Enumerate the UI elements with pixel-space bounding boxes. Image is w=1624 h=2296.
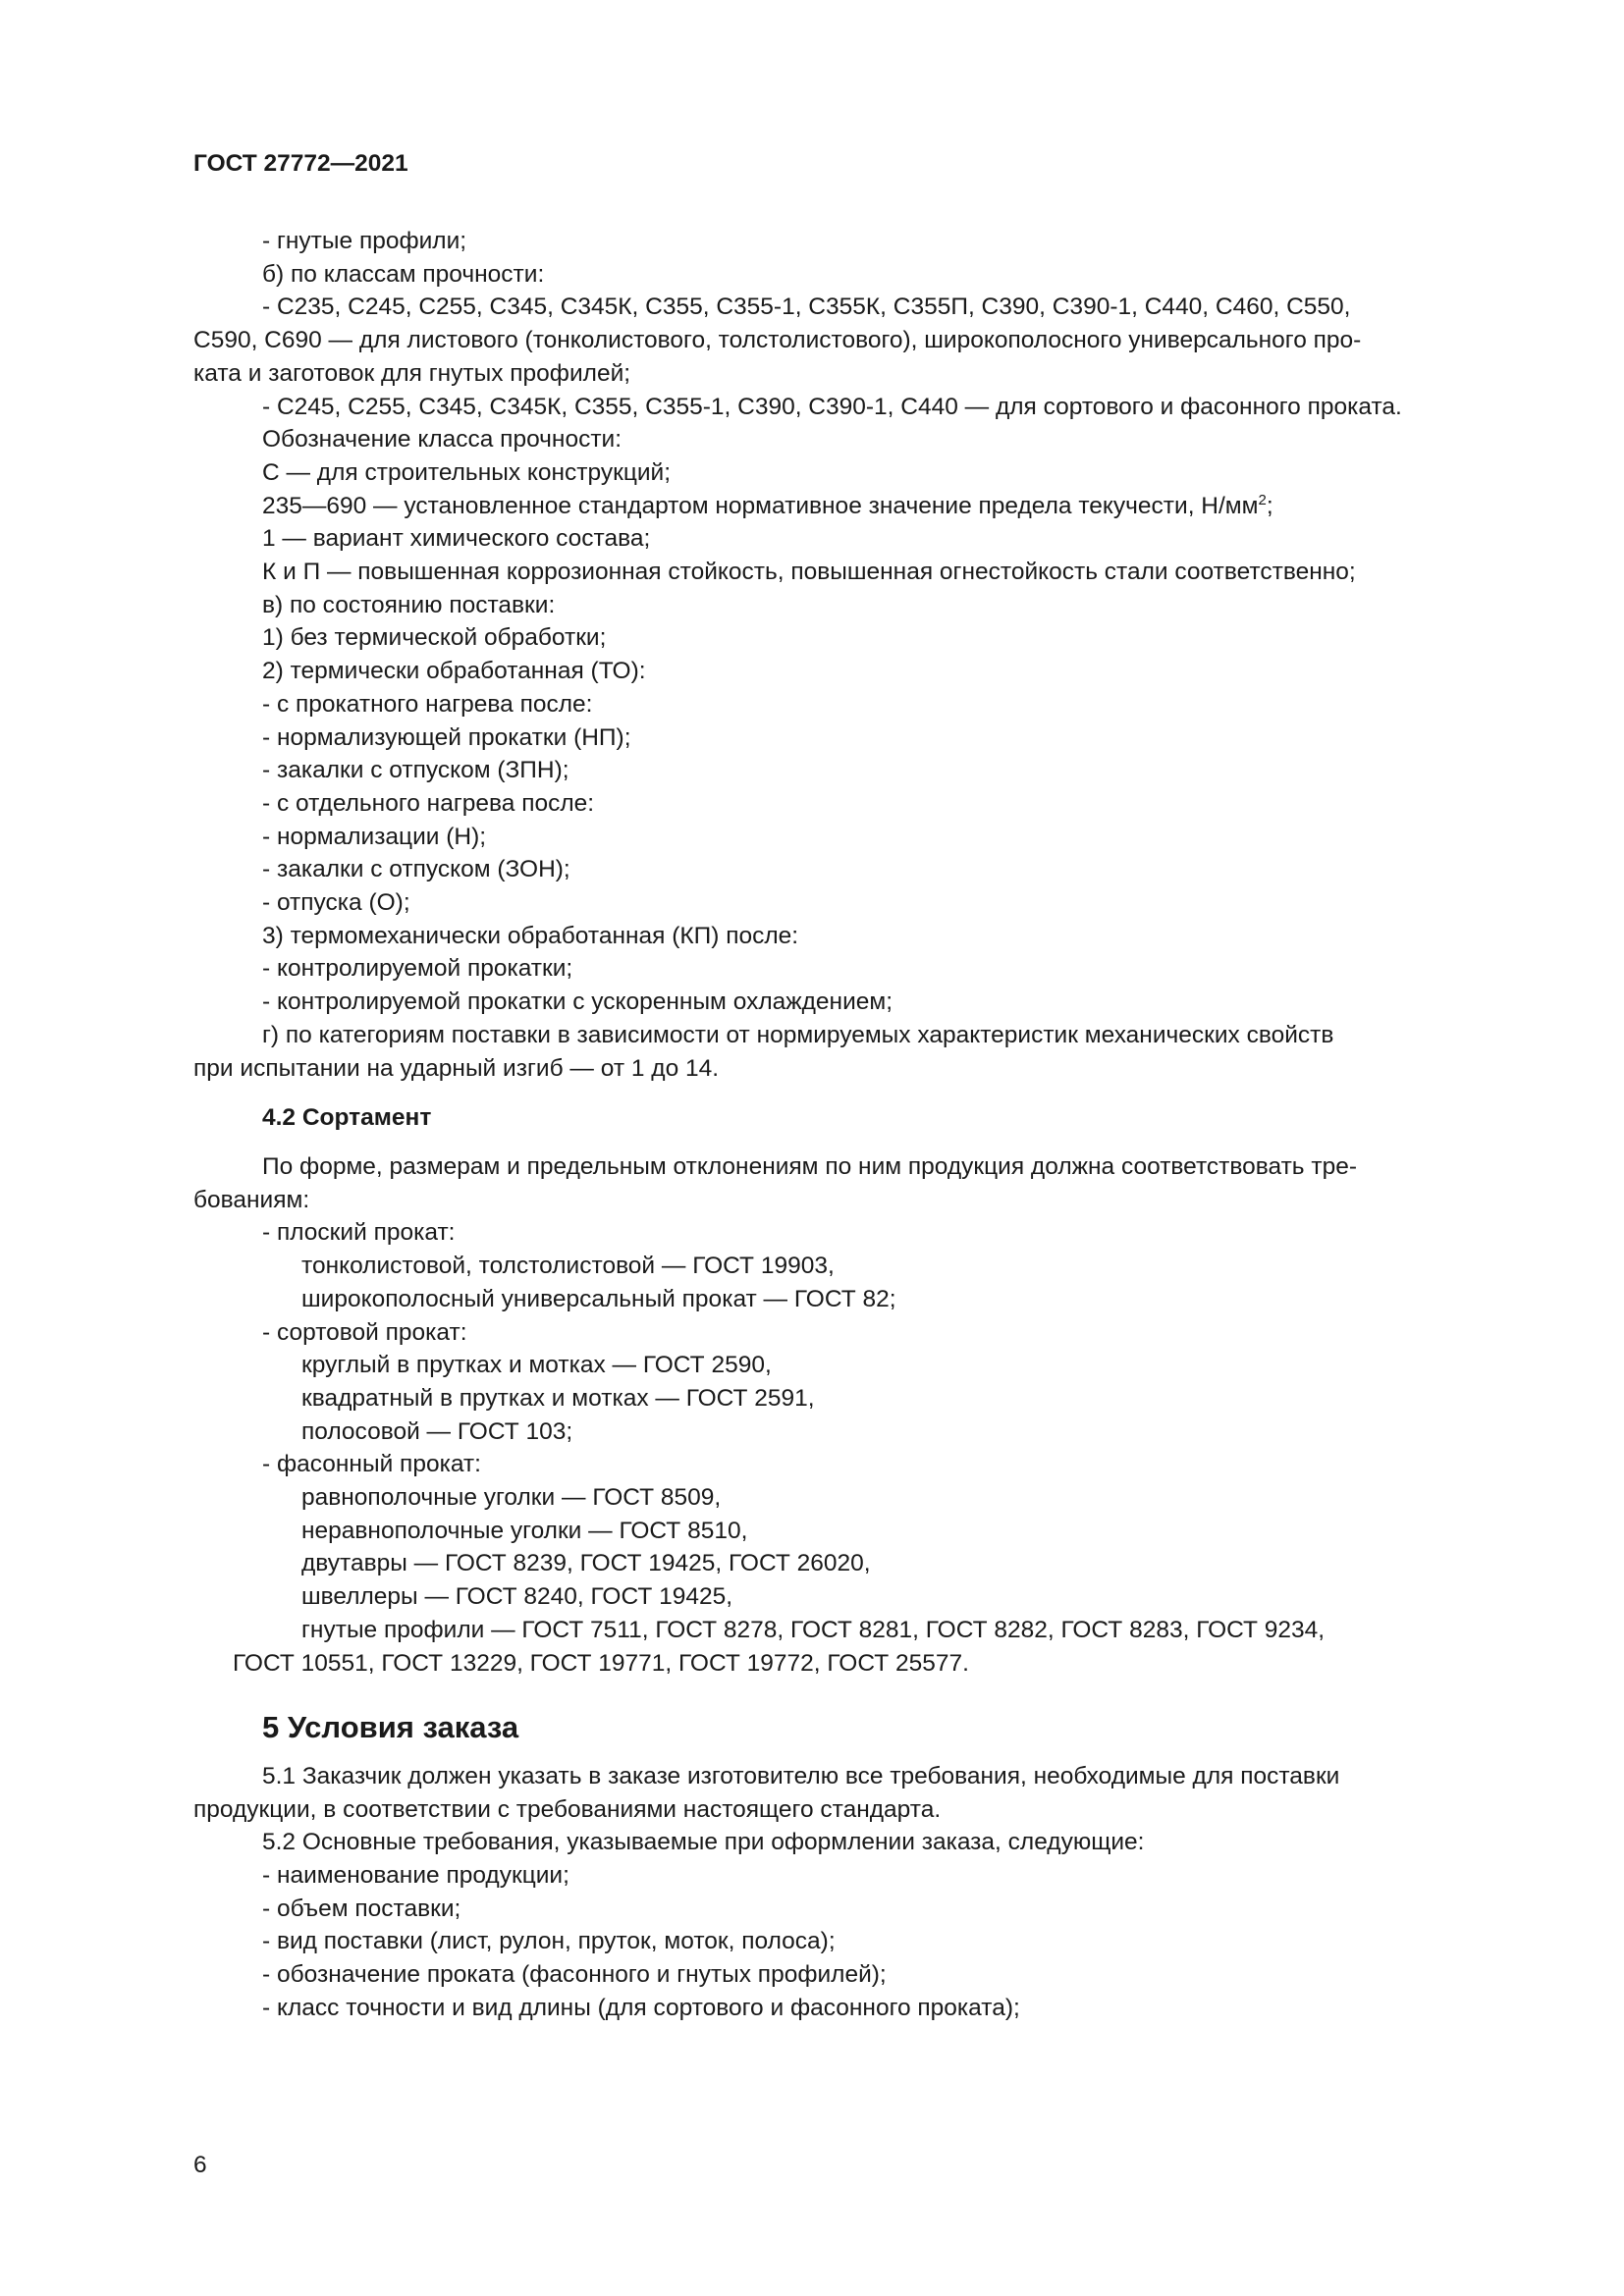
list-item: - с отдельного нагрева после: bbox=[262, 789, 595, 817]
paragraph-line: 5.2 Основные требования, указываемые при оформлении заказа, следующие: bbox=[262, 1829, 1145, 1856]
list-subitem: широкополосный универсальный прокат — ГОСТ 82; bbox=[301, 1285, 896, 1312]
list-item-continued: ката и заготовок для гнутых профилей; bbox=[193, 359, 631, 387]
list-item: 1) без термической обработки; bbox=[262, 624, 607, 652]
list-item: - контролируемой прокатки; bbox=[262, 955, 573, 983]
section-5-heading: 5 Условия заказа bbox=[262, 1710, 519, 1745]
list-item: - нормализующей прокатки (НП); bbox=[262, 723, 631, 751]
list-item-continued: С590, С690 — для листового (тонколистового, толстолистового), широкополосного универсального про- bbox=[193, 327, 1362, 354]
list-subitem-continued: ГОСТ 10551, ГОСТ 13229, ГОСТ 19771, ГОСТ 19772, ГОСТ 25577. bbox=[233, 1649, 969, 1677]
list-item: - наименование продукции; bbox=[262, 1862, 569, 1890]
paragraph-line: бованиям: bbox=[193, 1186, 310, 1213]
list-item: - объем поставки; bbox=[262, 1895, 461, 1922]
document-code: ГОСТ 27772—2021 bbox=[193, 150, 408, 177]
list-item: - плоский прокат: bbox=[262, 1219, 456, 1247]
designation-title: Обозначение класса прочности: bbox=[262, 426, 623, 454]
list-subitem: равнополочные уголки — ГОСТ 8509, bbox=[301, 1484, 722, 1512]
list-subitem: неравнополочные уголки — ГОСТ 8510, bbox=[301, 1517, 748, 1544]
designation-range-end: ; bbox=[1266, 492, 1273, 519]
list-item: - отпуска (О); bbox=[262, 889, 410, 917]
list-title: б) по классам прочности: bbox=[262, 260, 545, 288]
designation-item: 1 — вариант химического состава; bbox=[262, 525, 651, 553]
page-number: 6 bbox=[193, 2152, 207, 2178]
list-item-continued: при испытании на ударный изгиб — от 1 до 14. bbox=[193, 1054, 720, 1082]
list-subitem: тонколистовой, толстолистовой — ГОСТ 19903, bbox=[301, 1253, 835, 1280]
list-item: - вид поставки (лист, рулон, пруток, моток, полоса); bbox=[262, 1928, 836, 1955]
list-item: - С235, С245, С255, С345, С345К, С355, С355-1, С355К, С355П, С390, С390-1, С440, С460, С550, bbox=[262, 294, 1351, 321]
list-item: - закалки с отпуском (ЗОН); bbox=[262, 856, 570, 883]
list-item: - нормализации (Н); bbox=[262, 823, 487, 850]
list-item: 2) термически обработанная (ТО): bbox=[262, 658, 646, 685]
list-item: - класс точности и вид длины (для сортового и фасонного проката); bbox=[262, 1994, 1020, 2021]
paragraph-line: 5.1 Заказчик должен указать в заказе изготовителю все требования, необходимые для поставки bbox=[262, 1762, 1340, 1789]
list-item: - контролируемой прокатки с ускоренным охлаждением; bbox=[262, 988, 893, 1016]
designation-range-text: 235—690 — установленное стандартом нормативное значение предела текучести, Н/мм bbox=[262, 492, 1259, 519]
list-subitem: швеллеры — ГОСТ 8240, ГОСТ 19425, bbox=[301, 1583, 733, 1611]
list-subitem: полосовой — ГОСТ 103; bbox=[301, 1417, 573, 1445]
document-body bbox=[193, 225, 1517, 2025]
list-item: - сортовой прокат: bbox=[262, 1318, 467, 1346]
superscript: 2 bbox=[1258, 491, 1267, 508]
list-item: г) по категориям поставки в зависимости от нормируемых характеристик механических свойств bbox=[262, 1021, 1334, 1048]
list-subitem: двутавры — ГОСТ 8239, ГОСТ 19425, ГОСТ 26020, bbox=[301, 1550, 871, 1577]
section-4-2-heading: 4.2 Сортамент bbox=[262, 1104, 432, 1132]
designation-item: К и П — повышенная коррозионная стойкость, повышенная огнестойкость стали соответственно; bbox=[262, 559, 1356, 586]
list-title: в) по состоянию поставки: bbox=[262, 591, 556, 618]
list-item: - фасонный прокат: bbox=[262, 1451, 481, 1478]
list-item: - С245, С255, С345, С345К, С355, С355-1, С390, С390-1, С440 — для сортового и фасонного проката. bbox=[262, 393, 1402, 420]
list-item: - закалки с отпуском (ЗПН); bbox=[262, 757, 569, 784]
list-subitem: гнутые профили — ГОСТ 7511, ГОСТ 8278, ГОСТ 8281, ГОСТ 8282, ГОСТ 8283, ГОСТ 9234, bbox=[301, 1616, 1326, 1643]
paragraph-line: продукции, в соответствии с требованиями настоящего стандарта. bbox=[193, 1795, 942, 1823]
designation-item bbox=[193, 490, 1517, 523]
list-subitem: круглый в прутках и мотках — ГОСТ 2590, bbox=[301, 1352, 772, 1379]
list-item: - гнутые профили; bbox=[262, 228, 467, 254]
designation-item: С — для строительных конструкций; bbox=[262, 458, 672, 486]
list-subitem: квадратный в прутках и мотках — ГОСТ 2591, bbox=[301, 1384, 815, 1412]
list-item: - с прокатного нагрева после: bbox=[262, 690, 593, 718]
paragraph-line: По форме, размерам и предельным отклонениям по ним продукция должна соответствовать тре- bbox=[262, 1152, 1358, 1180]
list-item: 3) термомеханически обработанная (КП) после: bbox=[262, 922, 799, 949]
list-item: - обозначение проката (фасонного и гнутых профилей); bbox=[262, 1961, 887, 1989]
